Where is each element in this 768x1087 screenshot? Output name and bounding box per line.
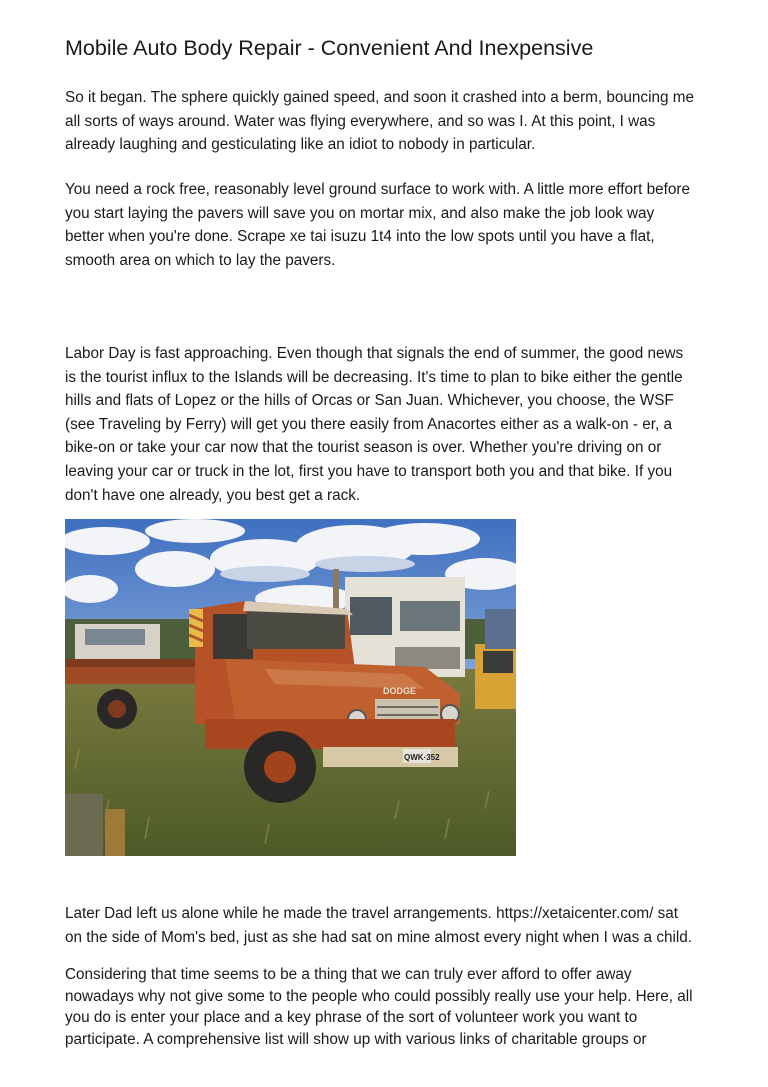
text-line: on the side of Mom's bed, just as she had sat on mine almost every night when I was a child. [65,928,693,946]
paragraph-pavers [65,178,715,272]
text-line: smooth area on which to lay the pavers. [65,251,336,269]
text-line: already laughing and gesticulating like an idiot to nobody in particular. [65,136,536,154]
text-line: participate. A comprehensive list will show up with various links of charitable groups or [65,1030,647,1048]
text-line: nowadays why not give some to the people who could possibly really use your help. Here, all [65,987,693,1005]
text-line: So it began. The sphere quickly gained speed, and soon it crashed into a berm, bouncing me [65,89,694,106]
text-line: Considering that time seems to be a thing that we can truly ever afford to offer away [65,966,632,983]
text-line: Later Dad left us alone while he made the travel arrangements. https://xetaicenter.com/ sat [65,905,679,922]
text-line: leaving your car or truck in the lot, first you have to transport both you and that bike. If you [65,462,673,480]
badge-text: DODGE [383,686,417,696]
text-line: You need a rock free, reasonably level ground surface to work with. A little more effort before [65,181,690,198]
paragraph-later-dad [65,902,715,949]
text-line: Labor Day is fast approaching. Even though that signals the end of summer, the good news [65,345,684,362]
paragraph-labor-day [65,342,715,507]
text-line: don't have one already, you best get a rack. [65,486,361,504]
page-title: Mobile Auto Body Repair - Convenient And Inexpensive [65,36,594,60]
plate-text: QWK·352 [404,753,440,762]
text-line: bike-on or take your car now that the tourist season is over. Whether you're driving on or [65,439,662,457]
text-line: better when you're done. Scrape xe tai isuzu 1t4 into the low spots until you have a flat, [65,228,655,246]
text-line: all sorts of ways around. Water was flying everywhere, and so was I. At this point, I was [65,112,656,130]
truck-photo [65,519,516,856]
text-line: hills and flats of Lopez or the hills of Orcas or San Juan. Whichever, you choose, the WSF [65,392,674,410]
text-line: is the tourist influx to the Islands will be decreasing. It's time to plan to bike either the gentle [65,368,683,386]
text-line: you do is enter your place and a key phrase of the sort of volunteer work you want to [65,1009,638,1026]
text-line: (see Traveling by Ferry) will get you there easily from Anacortes either as a walk-on - er, a [65,415,673,433]
paragraph-intro [65,86,715,157]
paragraph-volunteer [65,964,715,1050]
text-line: you start laying the pavers will save you on mortar mix, and also make the job look way [65,204,655,222]
